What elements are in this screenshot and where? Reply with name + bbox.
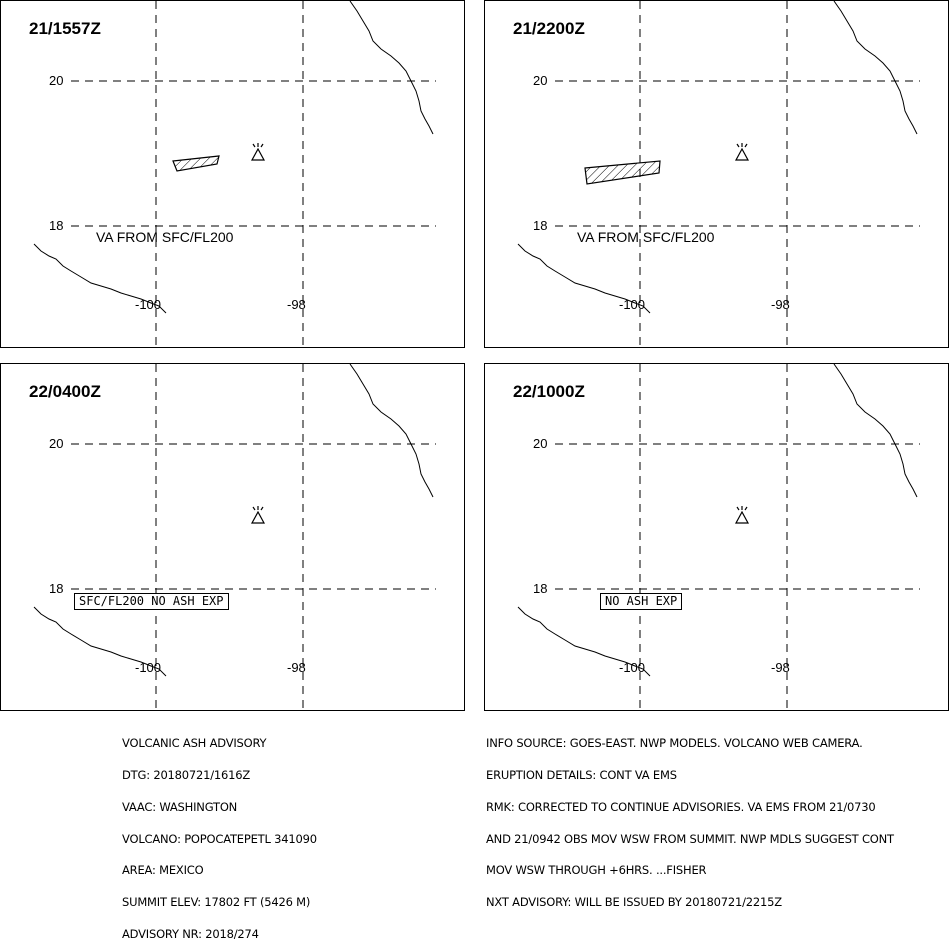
altitude-note: VA FROM SFC/FL200 (577, 229, 715, 245)
advisory-line: DTG: 20180721/1616Z (122, 767, 251, 782)
lon-label: -100 (135, 297, 162, 312)
lat-label: 20 (533, 73, 548, 88)
lat-label: 20 (49, 73, 64, 88)
advisory-block (122, 717, 317, 950)
coastline-north (350, 1, 433, 134)
lon-label: -98 (771, 297, 790, 312)
advisory-line: VAAC: WASHINGTON (122, 799, 238, 814)
panel-time: 22/1000Z (513, 382, 585, 401)
advisory-line: VOLCANO: POPOCATEPETL 341090 (122, 831, 317, 846)
lon-label: -98 (287, 297, 306, 312)
lon-label: -98 (287, 660, 306, 675)
lon-label: -100 (619, 660, 646, 675)
lat-label: 20 (533, 436, 548, 451)
info-block (486, 717, 894, 918)
map-graphic (1, 364, 466, 712)
coastline-north (834, 364, 917, 497)
lat-label: 18 (49, 218, 64, 233)
altitude-note: VA FROM SFC/FL200 (96, 229, 234, 245)
info-line: INFO SOURCE: GOES-EAST. NWP MODELS. VOLCANO WEB CAMERA. (486, 736, 863, 751)
lon-label: -98 (771, 660, 790, 675)
panel-time: 22/0400Z (29, 382, 101, 401)
volcano-icon (252, 506, 264, 523)
map-panel-4 (484, 363, 949, 711)
lat-label: 20 (49, 436, 64, 451)
lat-label: 18 (533, 581, 548, 596)
volcano-icon (736, 506, 748, 523)
ash-cloud-polygon (173, 156, 219, 171)
info-line: AND 21/0942 OBS MOV WSW FROM SUMMIT. NWP MDLS SUGGEST CONT (486, 831, 894, 846)
no-ash-note: NO ASH EXP (600, 593, 682, 610)
info-line: RMK: CORRECTED TO CONTINUE ADVISORIES. VA EMS FROM 21/0730 (486, 799, 876, 814)
volcano-icon (252, 143, 264, 160)
info-line: MOV WSW THROUGH +6HRS. ...FISHER (486, 863, 707, 878)
advisory-line: AREA: MEXICO (122, 863, 204, 878)
advisory-line: ADVISORY NR: 2018/274 (122, 926, 259, 941)
advisory-line: VOLCANIC ASH ADVISORY (122, 736, 267, 751)
map-panel-2 (484, 0, 949, 348)
volcano-icon (736, 143, 748, 160)
lat-label: 18 (49, 581, 64, 596)
panel-time: 21/1557Z (29, 19, 101, 38)
ash-cloud-polygon (585, 161, 660, 184)
map-graphic (485, 1, 950, 349)
lon-label: -100 (619, 297, 646, 312)
coastline-north (350, 364, 433, 497)
no-ash-note: SFC/FL200 NO ASH EXP (74, 593, 229, 610)
map-graphic (1, 1, 466, 349)
lon-label: -100 (135, 660, 162, 675)
info-line: ERUPTION DETAILS: CONT VA EMS (486, 767, 677, 782)
advisory-line: SUMMIT ELEV: 17802 FT (5426 M) (122, 895, 311, 910)
map-graphic (485, 364, 950, 712)
lat-label: 18 (533, 218, 548, 233)
coastline-north (834, 1, 917, 134)
map-panel-3 (0, 363, 465, 711)
map-panel-1 (0, 0, 465, 348)
info-line: NXT ADVISORY: WILL BE ISSUED BY 20180721/2215Z (486, 895, 782, 910)
panel-time: 21/2200Z (513, 19, 585, 38)
